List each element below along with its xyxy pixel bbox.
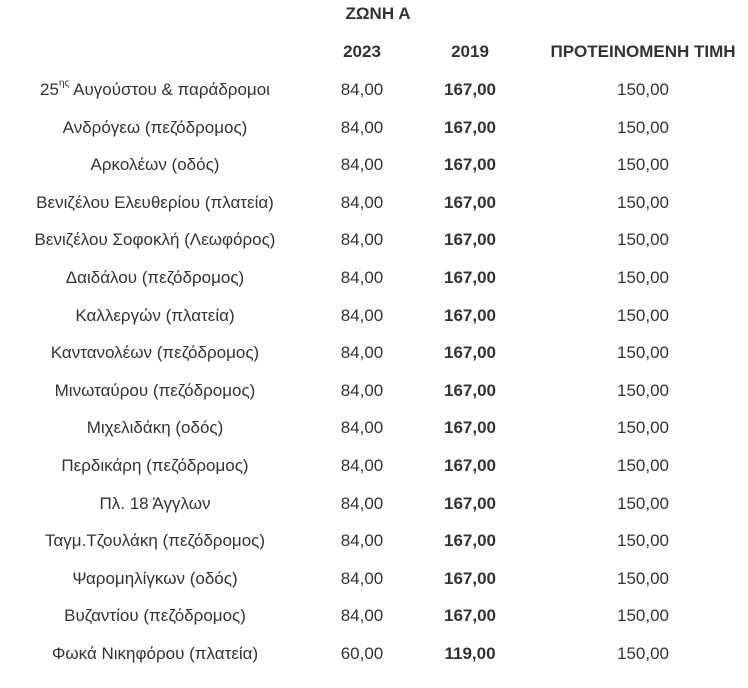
table-row <box>0 489 748 519</box>
price-2019: 167,00 <box>444 305 496 325</box>
table-row <box>0 564 748 594</box>
price-2023: 60,00 <box>340 644 384 663</box>
price-2019: 167,00 <box>444 606 496 626</box>
street-name-text: Μιχελιδάκη (οδός) <box>86 418 224 438</box>
street-name <box>0 451 310 481</box>
price-2023: 84,00 <box>340 606 384 626</box>
table-row <box>0 263 748 293</box>
price-2023: 84,00 <box>340 155 384 175</box>
table-row <box>0 639 748 669</box>
street-name <box>0 75 310 105</box>
price-proposed: 150,00 <box>617 80 669 99</box>
price-proposed: 150,00 <box>617 155 669 175</box>
price-proposed: 150,00 <box>617 117 669 137</box>
price-2019: 119,00 <box>444 644 496 663</box>
price-2019: 167,00 <box>444 343 496 363</box>
street-name <box>0 188 310 218</box>
table-row <box>0 150 748 180</box>
street-name <box>0 113 310 143</box>
price-2019: 167,00 <box>444 230 496 250</box>
header-row <box>0 37 748 67</box>
price-2019: 167,00 <box>444 418 496 438</box>
price-2023: 84,00 <box>340 117 384 137</box>
street-name <box>0 376 310 406</box>
table-row <box>0 113 748 143</box>
price-2023: 84,00 <box>340 493 384 513</box>
price-2023: 84,00 <box>340 192 384 212</box>
table-row <box>0 188 748 218</box>
price-proposed: 150,00 <box>617 456 669 475</box>
price-2023: 84,00 <box>340 418 384 438</box>
street-name <box>0 526 310 556</box>
price-2023: 84,00 <box>340 80 384 99</box>
table-row <box>0 75 748 105</box>
price-proposed: 150,00 <box>617 418 669 438</box>
price-2019: 167,00 <box>444 117 496 137</box>
table-row <box>0 526 748 556</box>
street-name <box>0 263 310 293</box>
price-2019: 167,00 <box>444 80 496 99</box>
street-name-text: Βενιζέλου Σοφοκλή (Λεωφόρος) <box>34 230 276 250</box>
price-2023: 84,00 <box>340 343 384 363</box>
street-name-text: Βενιζέλου Ελευθερίου (πλατεία) <box>36 192 274 212</box>
street-name <box>0 338 310 368</box>
header-2023: 2023 <box>343 42 381 61</box>
street-name-text: Πλ. 18 Άγγλων <box>99 493 211 513</box>
price-proposed: 150,00 <box>617 230 669 250</box>
table-row <box>0 225 748 255</box>
table-row <box>0 338 748 368</box>
table-row <box>0 376 748 406</box>
ordinal-suffix: ης <box>58 78 70 90</box>
zone-title: ΖΩΝΗ Α <box>345 4 411 23</box>
street-name <box>0 564 310 594</box>
street-name <box>0 225 310 255</box>
price-2019: 167,00 <box>444 568 496 588</box>
price-proposed: 150,00 <box>617 644 669 663</box>
price-2019: 167,00 <box>444 192 496 212</box>
street-name-text: Βυζαντίου (πεζόδρομος) <box>64 606 246 626</box>
street-name <box>0 639 310 669</box>
price-2019: 167,00 <box>444 456 496 475</box>
price-2019: 167,00 <box>444 155 496 175</box>
street-name-text: Αρκολέων (οδός) <box>90 155 220 175</box>
price-2023: 84,00 <box>340 568 384 588</box>
table-row <box>0 451 748 481</box>
street-name-text: Καντανολέων (πεζόδρομος) <box>50 343 260 363</box>
price-2019: 167,00 <box>444 493 496 513</box>
street-name-text: Ψαρομηλίγκων (οδός) <box>72 568 238 588</box>
table-row <box>0 413 748 443</box>
price-proposed: 150,00 <box>617 380 669 400</box>
header-2019: 2019 <box>451 42 489 61</box>
table-row <box>0 601 748 631</box>
price-2023: 84,00 <box>340 305 384 325</box>
street-name <box>0 489 310 519</box>
price-2019: 167,00 <box>444 380 496 400</box>
price-proposed: 150,00 <box>617 268 669 287</box>
price-2023: 84,00 <box>340 531 384 551</box>
street-name-text: Αυγούστου & παράδρομοι <box>69 80 270 99</box>
street-name-text: Ανδρόγεω (πεζόδρομος) <box>62 117 248 137</box>
price-2019: 167,00 <box>444 268 496 287</box>
street-name-text: Μινωταύρου (πεζόδρομος) <box>54 380 256 400</box>
street-name-text: Περδικάρη (πεζόδρομος) <box>61 456 249 475</box>
street-name <box>0 413 310 443</box>
street-name-text: Καλλεργών (πλατεία) <box>75 305 235 325</box>
street-name <box>0 301 310 331</box>
price-proposed: 150,00 <box>617 305 669 325</box>
price-2019: 167,00 <box>444 531 496 551</box>
table-row <box>0 301 748 331</box>
price-proposed: 150,00 <box>617 568 669 588</box>
price-2023: 84,00 <box>340 380 384 400</box>
street-name <box>0 601 310 631</box>
header-proposed: ΠΡΟΤΕΙΝΟΜΕΝΗ ΤΙΜΗ <box>550 42 736 61</box>
price-proposed: 150,00 <box>617 343 669 363</box>
price-proposed: 150,00 <box>617 493 669 513</box>
price-2023: 84,00 <box>340 230 384 250</box>
price-proposed: 150,00 <box>617 606 669 626</box>
street-name <box>0 150 310 180</box>
street-name-text: Δαιδάλου (πεζόδρομος) <box>65 268 245 287</box>
price-proposed: 150,00 <box>617 531 669 551</box>
price-2023: 84,00 <box>340 456 384 475</box>
price-proposed: 150,00 <box>617 192 669 212</box>
street-name-text: Ταγμ.Τζουλάκη (πεζόδρομος) <box>44 531 266 551</box>
ordinal-prefix: 25 <box>40 80 59 99</box>
price-2023: 84,00 <box>340 268 384 287</box>
street-name-text: Φωκά Νικηφόρου (πλατεία) <box>51 644 259 663</box>
